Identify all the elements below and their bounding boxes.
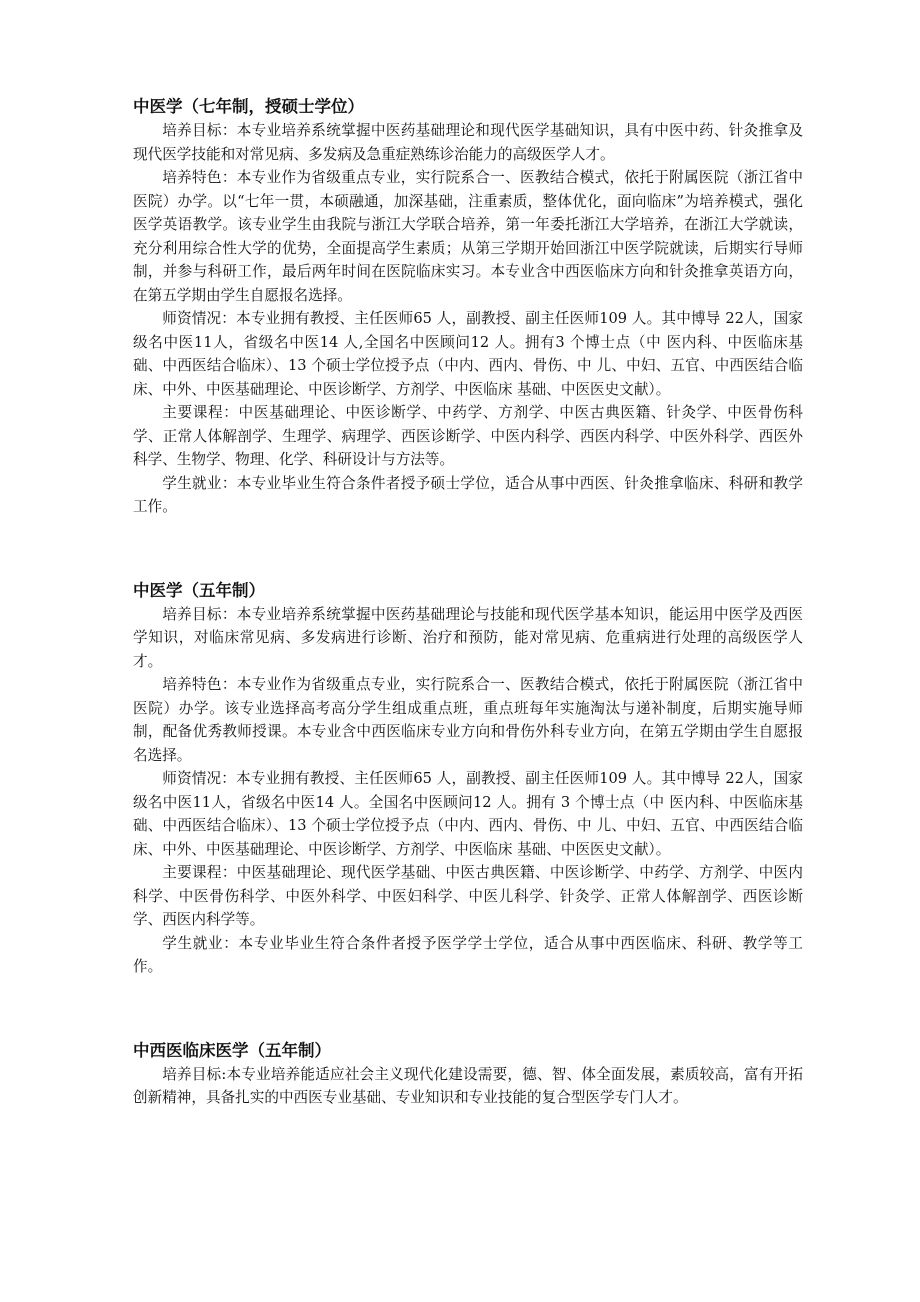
section-title: 中医学（七年制，授硕士学位） (133, 97, 364, 116)
paragraph-training-goal: 培养目标：本专业培养系统掌握中医药基础理论与技能和现代医学基本知识，能运用中医学及西医学知识，对临床常见病、多发病进行诊断、治疗和预防，能对常见病、危重病进行处理的高级医学人才。 (133, 605, 803, 670)
paragraph-training-goal: 培养目标:本专业培养能适应社会主义现代化建设需要，德、智、体全面发展，素质较高，富有开拓创新精神，具备扎实的中西医专业基础、专业知识和专业技能的复合型医学专门人才。 (133, 1065, 803, 1106)
section-tcm-five-year (133, 579, 803, 979)
section-title: 中西医临床医学（五年制） (133, 1040, 331, 1060)
paragraph-training-features: 培养特色：本专业作为省级重点专业，实行院系合一、医教结合模式，依托于附属医院（浙江省中医院）办学。以“七年一贯，本硕融通，加深基础，注重素质，整体优化，面向临床”为培养模式，强化医学英语教学。该专业学生由我院与浙江大学联合培养，第一年委托浙江大学培养，在浙江大学就读，充分利用综合性大学的优势，全面提高学生素质；从第三学期开始回浙江中医学院就读，后期实行导师制，并参与科研工作，最后两年时间在医院临床实习。本专业含中西医临床方向和针灸推拿英语方向，在第五学期由学生自愿报名选择。 (133, 169, 803, 304)
paragraph-training-features: 培养特色：本专业作为省级重点专业，实行院系合一、医教结合模式，依托于附属医院（浙江省中医院）办学。该专业选择高考高分学生组成重点班，重点班每年实施淘汰与递补制度，后期实施导师制，配备优秀教师授课。本专业含中西医临床专业方向和骨伤外科专业方向，在第五学期由学生自愿报名选择。 (133, 676, 803, 764)
paragraph-faculty: 师资情况：本专业拥有教授、主任医师65 人，副教授、副主任医师109 人。其中博导 22人，国家级名中医11人，省级名中医14 人。全国名中医顾问12 人。拥有 3 个博士点（中 医内科、中医临床基础、中西医结合临床）、13 个硕士学位授予点（中内、西内、骨伤、中 儿、中妇、五官、中西医结合临床、中外、中医基础理论、中医诊断学、方剂学、中医临床 基础、中医医史文献）。 (133, 770, 803, 858)
paragraph-faculty: 师资情况：本专业拥有教授、主任医师65 人，副教授、副主任医师109 人。其中博导 22人，国家级名中医11人，省级名中医14 人,全国名中医顾问12 人。拥有3 个博士点（中 医内科、中医临床基础、中西医结合临床）、13 个硕士学位授予点（中内、西内、骨伤、中 儿、中妇、五官、中西医结合临床、中外、中医基础理论、中医诊断学、方剂学、中医临床 基础、中医医史文献）。 (133, 310, 803, 398)
document-page (133, 95, 803, 1110)
section-title: 中医学（五年制） (133, 580, 265, 600)
paragraph-courses: 主要课程：中医基础理论、中医诊断学、中药学、方剂学、中医古典医籍、针灸学、中医骨伤科学、正常人体解剖学、生理学、病理学、西医诊断学、中医内科学、西医内科学、中医外科学、西医外科学、生物学、物理、化学、科研设计与方法等。 (133, 404, 803, 468)
paragraph-employment: 学生就业：本专业毕业生符合条件者授予医学学士学位，适合从事中西医临床、科研、教学等工作。 (133, 934, 803, 975)
paragraph-training-goal: 培养目标：本专业培养系统掌握中医药基础理论和现代医学基础知识，具有中医中药、针灸推拿及现代医学技能和对常见病、多发病及急重症熟练诊治能力的高级医学人才。 (133, 122, 803, 163)
section-spacer (133, 519, 803, 579)
section-spacer (133, 979, 803, 1039)
paragraph-courses: 主要课程：中医基础理论、现代医学基础、中医古典医籍、中医诊断学、中药学、方剂学、中医内科学、中医骨伤科学、中医外科学、中医妇科学、中医儿科学、针灸学、正常人体解剖学、西医诊断学、西医内科学等。 (133, 864, 803, 928)
paragraph-employment: 学生就业：本专业毕业生符合条件者授予硕士学位，适合从事中西医、针灸推拿临床、科研和教学工作。 (133, 474, 803, 515)
section-tcm-seven-year (133, 95, 803, 519)
section-integrated-clinical-medicine (133, 1039, 803, 1110)
